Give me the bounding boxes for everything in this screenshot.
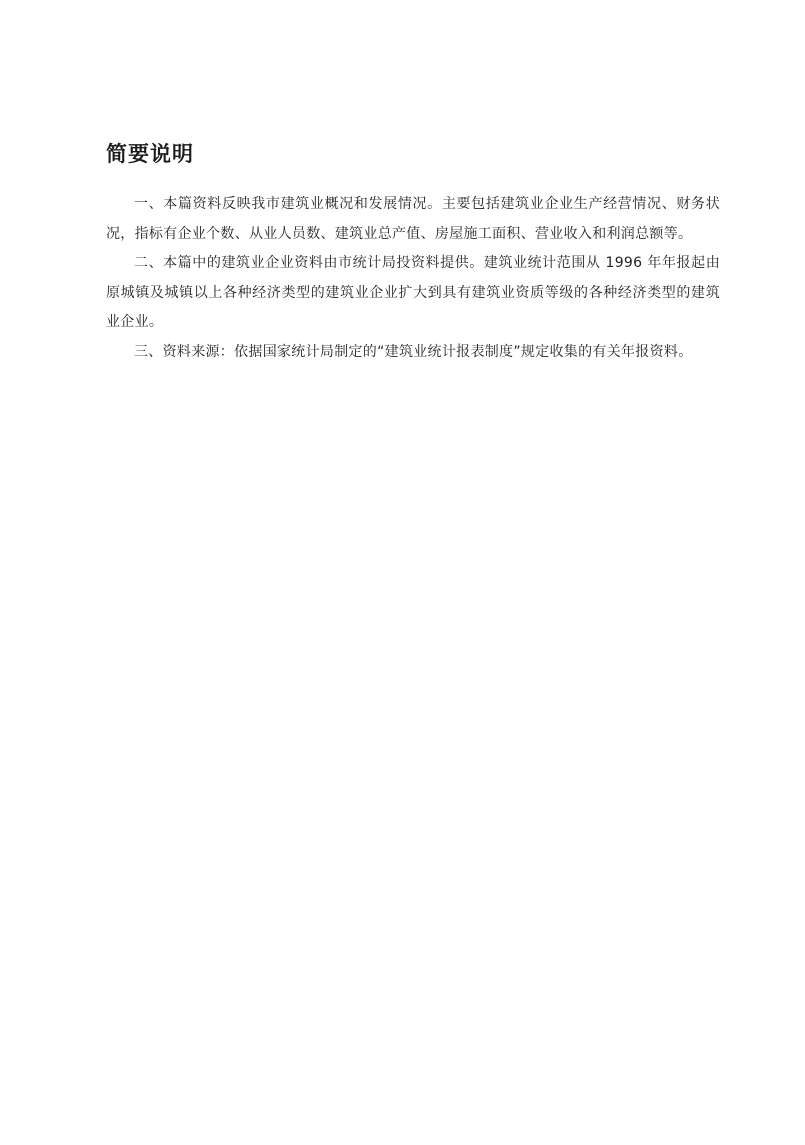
document-body xyxy=(106,190,720,367)
paragraph-scope: 一、本篇资料反映我市建筑业概况和发展情况。主要包括建筑业企业生产经营情况、财务状况，指标有企业个数、从业人员数、建筑业总产值、房屋施工面积、营业收入和利润总额等。 xyxy=(106,196,720,242)
paragraph-coverage: 二、本篇中的建筑业企业资料由市统计局投资料提供。建筑业统计范围从 1996 年年报起由原城镇及城镇以上各种经济类型的建筑业企业扩大到具有建筑业资质等级的各种经济类型的建筑业企业。 xyxy=(106,255,720,330)
paragraph-source: 三、资料来源：依据国家统计局制定的“建筑业统计报表制度”规定收集的有关年报资料。 xyxy=(134,343,693,360)
page-title: 简要说明 xyxy=(106,142,194,166)
